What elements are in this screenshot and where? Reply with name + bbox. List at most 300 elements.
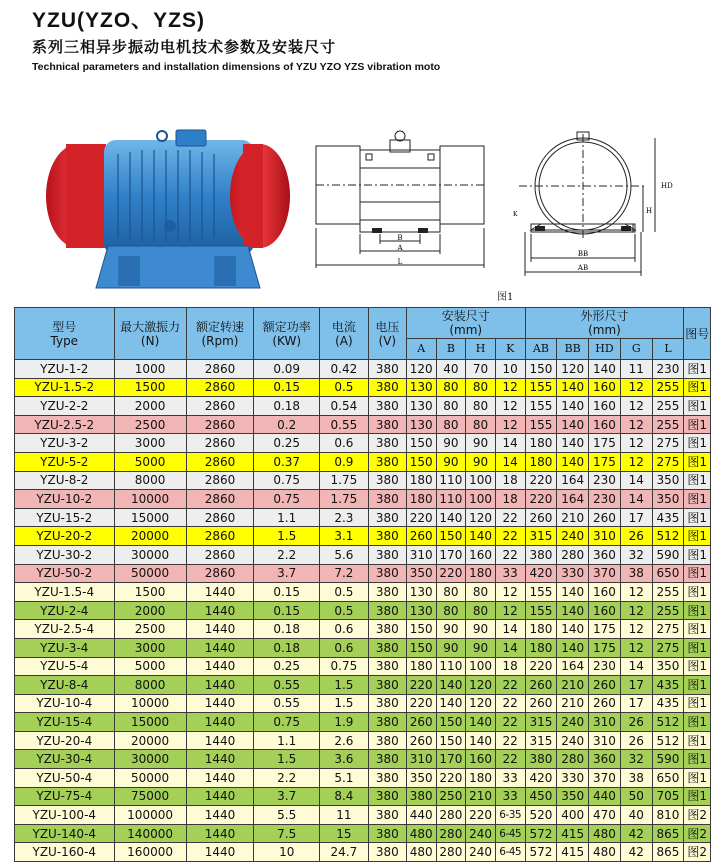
table-cell: 2.6 — [320, 731, 369, 750]
table-cell: 380 — [368, 657, 406, 676]
table-cell: 32 — [620, 545, 652, 564]
side-view-drawing — [300, 128, 500, 288]
table-cell: 120 — [466, 694, 496, 713]
dim-l-label: L — [397, 258, 403, 266]
table-cell: 260 — [525, 676, 557, 695]
table-cell: 230 — [589, 657, 621, 676]
table-cell: 3.7 — [254, 564, 320, 583]
table-cell: 350 — [652, 490, 684, 509]
table-cell: 180 — [406, 490, 436, 509]
dim-g-label: G — [623, 226, 628, 233]
table-cell: 440 — [589, 787, 621, 806]
table-cell: 315 — [525, 731, 557, 750]
table-cell: 12 — [620, 415, 652, 434]
table-cell: 164 — [557, 471, 589, 490]
table-cell: 12 — [620, 601, 652, 620]
table-cell: 2860 — [186, 434, 254, 453]
table-cell: 38 — [620, 564, 652, 583]
table-cell: 图1 — [684, 490, 711, 509]
table-cell: 11 — [320, 806, 369, 825]
table-row — [15, 601, 711, 620]
table-cell: YZU-5-2 — [15, 452, 115, 471]
table-cell: 280 — [557, 545, 589, 564]
table-cell: 0.15 — [254, 583, 320, 602]
table-cell: 210 — [466, 787, 496, 806]
table-cell: 15 — [320, 824, 369, 843]
table-cell: 370 — [589, 564, 621, 583]
col-outline-dims: 外形尺寸 (mm) — [525, 308, 684, 339]
table-row — [15, 657, 711, 676]
table-cell: 90 — [466, 452, 496, 471]
table-row — [15, 583, 711, 602]
table-cell: 275 — [652, 452, 684, 471]
table-cell: YZU-160-4 — [15, 843, 115, 862]
table-cell: 705 — [652, 787, 684, 806]
table-cell: 140 — [557, 397, 589, 416]
table-cell: 22 — [495, 694, 525, 713]
table-cell: 380 — [406, 787, 436, 806]
table-cell: 150 — [525, 360, 557, 379]
table-cell: 12 — [620, 397, 652, 416]
table-cell: 415 — [557, 824, 589, 843]
table-cell: 0.18 — [254, 620, 320, 639]
table-cell: 80 — [436, 397, 466, 416]
table-cell: 380 — [368, 638, 406, 657]
table-cell: 12 — [495, 601, 525, 620]
table-cell: 470 — [589, 806, 621, 825]
table-cell: 1440 — [186, 824, 254, 843]
table-cell: 255 — [652, 415, 684, 434]
table-cell: 380 — [368, 750, 406, 769]
table-cell: 280 — [557, 750, 589, 769]
table-cell: 240 — [466, 824, 496, 843]
table-cell: 435 — [652, 508, 684, 527]
sub-header: K — [495, 339, 525, 360]
table-cell: 310 — [406, 750, 436, 769]
terminal-box — [176, 130, 206, 146]
table-cell: 220 — [436, 564, 466, 583]
table-cell: 380 — [368, 527, 406, 546]
table-cell: YZU-5-4 — [15, 657, 115, 676]
table-cell: 180 — [406, 471, 436, 490]
table-cell: 0.75 — [254, 713, 320, 732]
table-cell: 10000 — [114, 490, 186, 509]
table-cell: 5.5 — [254, 806, 320, 825]
table-cell: 160 — [589, 415, 621, 434]
table-cell: 20000 — [114, 731, 186, 750]
table-cell: 22 — [495, 731, 525, 750]
table-header — [15, 308, 711, 360]
table-cell: 75000 — [114, 787, 186, 806]
table-cell: 155 — [525, 378, 557, 397]
table-cell: 30000 — [114, 750, 186, 769]
table-cell: 0.25 — [254, 434, 320, 453]
table-cell: 图1 — [684, 620, 711, 639]
table-cell: 1440 — [186, 731, 254, 750]
table-cell: 2860 — [186, 564, 254, 583]
table-cell: 140 — [436, 694, 466, 713]
table-cell: 260 — [406, 713, 436, 732]
table-cell: 210 — [557, 676, 589, 695]
table-cell: 250 — [436, 787, 466, 806]
table-cell: 170 — [436, 750, 466, 769]
table-cell: 90 — [436, 620, 466, 639]
table-cell: 380 — [368, 490, 406, 509]
table-cell: YZU-20-2 — [15, 527, 115, 546]
table-cell: 0.55 — [254, 694, 320, 713]
table-cell: 180 — [525, 452, 557, 471]
table-cell: YZU-10-2 — [15, 490, 115, 509]
table-cell: 140 — [466, 731, 496, 750]
table-cell: 90 — [466, 620, 496, 639]
table-cell: 380 — [368, 694, 406, 713]
table-cell: 1.5 — [254, 527, 320, 546]
table-cell: 1500 — [114, 378, 186, 397]
table-cell: 255 — [652, 601, 684, 620]
table-cell: 260 — [406, 527, 436, 546]
table-cell: YZU-15-2 — [15, 508, 115, 527]
table-cell: 155 — [525, 397, 557, 416]
table-cell: 图2 — [684, 843, 711, 862]
table-cell: 380 — [368, 434, 406, 453]
table-cell: 1440 — [186, 750, 254, 769]
table-cell: 90 — [436, 452, 466, 471]
table-cell: 140000 — [114, 824, 186, 843]
col-voltage: 电压 (V) — [368, 308, 406, 360]
table-cell: 230 — [589, 471, 621, 490]
table-cell: 140 — [557, 415, 589, 434]
table-cell: 2860 — [186, 415, 254, 434]
table-cell: 380 — [368, 471, 406, 490]
table-cell: 280 — [436, 824, 466, 843]
table-cell: 150 — [406, 452, 436, 471]
table-cell: 175 — [589, 620, 621, 639]
table-cell: 0.25 — [254, 657, 320, 676]
table-cell: 310 — [589, 731, 621, 750]
motor-photo — [38, 128, 290, 290]
table-cell: 380 — [368, 583, 406, 602]
col-install-dims: 安装尺寸 (mm) — [406, 308, 525, 339]
table-cell: 40 — [620, 806, 652, 825]
table-cell: YZU-3-2 — [15, 434, 115, 453]
table-cell: 275 — [652, 620, 684, 639]
table-cell: 450 — [525, 787, 557, 806]
table-cell: 1440 — [186, 638, 254, 657]
table-row — [15, 731, 711, 750]
table-cell: 240 — [466, 843, 496, 862]
table-cell: 150 — [436, 527, 466, 546]
table-cell: 3.6 — [320, 750, 369, 769]
table-cell: 80 — [436, 583, 466, 602]
col-speed: 额定转速 (Rpm) — [186, 308, 254, 360]
table-cell: 2860 — [186, 545, 254, 564]
table-cell: 图1 — [684, 527, 711, 546]
table-cell: YZU-140-4 — [15, 824, 115, 843]
table-cell: 0.6 — [320, 434, 369, 453]
table-cell: 5.1 — [320, 769, 369, 788]
table-cell: 图1 — [684, 378, 711, 397]
table-cell: 240 — [557, 731, 589, 750]
table-cell: 2860 — [186, 397, 254, 416]
table-cell: 220 — [406, 676, 436, 695]
table-cell: 150 — [436, 713, 466, 732]
table-cell: 图1 — [684, 713, 711, 732]
table-row — [15, 378, 711, 397]
table-cell: 90 — [436, 434, 466, 453]
table-cell: 图1 — [684, 601, 711, 620]
table-cell: 33 — [495, 769, 525, 788]
table-cell: YZU-2.5-4 — [15, 620, 115, 639]
table-cell: 350 — [652, 471, 684, 490]
table-cell: 14 — [495, 434, 525, 453]
table-cell: 310 — [406, 545, 436, 564]
table-cell: 170 — [436, 545, 466, 564]
table-cell: 2860 — [186, 452, 254, 471]
front-view-drawing — [505, 128, 705, 288]
table-cell: 380 — [368, 415, 406, 434]
table-cell: 380 — [368, 713, 406, 732]
table-cell: 100 — [466, 490, 496, 509]
table-cell: 180 — [525, 434, 557, 453]
table-cell: 1.1 — [254, 731, 320, 750]
table-cell: 2860 — [186, 471, 254, 490]
table-cell: YZU-1.5-4 — [15, 583, 115, 602]
table-cell: 130 — [406, 415, 436, 434]
table-row — [15, 787, 711, 806]
table-cell: 10 — [254, 843, 320, 862]
table-cell: 2.2 — [254, 545, 320, 564]
table-cell: 0.75 — [254, 471, 320, 490]
sub-header: B — [436, 339, 466, 360]
dim-b-label: B — [397, 234, 403, 242]
table-cell: 100 — [466, 657, 496, 676]
table-cell: 380 — [525, 750, 557, 769]
table-cell: 155 — [525, 415, 557, 434]
table-cell: 140 — [557, 638, 589, 657]
table-cell: 22 — [495, 713, 525, 732]
table-cell: 图1 — [684, 787, 711, 806]
table-cell: 130 — [406, 397, 436, 416]
table-cell: 14 — [495, 638, 525, 657]
table-cell: 42 — [620, 843, 652, 862]
lifting-ring-icon — [157, 131, 167, 141]
table-row — [15, 676, 711, 695]
table-cell: 70 — [466, 360, 496, 379]
table-cell: 33 — [495, 787, 525, 806]
table-cell: 350 — [406, 564, 436, 583]
col-current: 电流 (A) — [320, 308, 369, 360]
table-cell: 图1 — [684, 415, 711, 434]
table-cell: 3000 — [114, 434, 186, 453]
table-cell: 11 — [620, 360, 652, 379]
table-cell: 130 — [406, 378, 436, 397]
table-row — [15, 360, 711, 379]
table-cell: 380 — [368, 731, 406, 750]
table-cell: 255 — [652, 378, 684, 397]
table-cell: 380 — [368, 676, 406, 695]
table-cell: 120 — [466, 508, 496, 527]
table-cell: 130 — [406, 601, 436, 620]
table-cell: 图1 — [684, 657, 711, 676]
table-cell: 260 — [525, 508, 557, 527]
table-cell: 164 — [557, 657, 589, 676]
dim-hd-label: HD — [661, 182, 673, 190]
table-cell: 90 — [466, 638, 496, 657]
table-cell: 12 — [620, 638, 652, 657]
table-cell: 1440 — [186, 713, 254, 732]
table-cell: 435 — [652, 676, 684, 695]
table-cell: 42 — [620, 824, 652, 843]
table-cell: 380 — [368, 824, 406, 843]
table-cell: 2860 — [186, 378, 254, 397]
table-cell: 14 — [620, 490, 652, 509]
table-cell: 1.5 — [254, 750, 320, 769]
table-cell: YZU-1.5-2 — [15, 378, 115, 397]
table-cell: 140 — [466, 713, 496, 732]
table-cell: 175 — [589, 638, 621, 657]
table-cell: 30000 — [114, 545, 186, 564]
table-cell: 380 — [368, 769, 406, 788]
table-row — [15, 527, 711, 546]
table-cell: 12 — [620, 378, 652, 397]
table-cell: 1.9 — [320, 713, 369, 732]
table-cell: 330 — [557, 564, 589, 583]
table-cell: 8000 — [114, 676, 186, 695]
table-cell: 590 — [652, 750, 684, 769]
table-cell: YZU-2-4 — [15, 601, 115, 620]
sub-header: G — [620, 339, 652, 360]
table-cell: 180 — [525, 638, 557, 657]
table-row — [15, 397, 711, 416]
table-cell: 360 — [589, 750, 621, 769]
table-cell: 512 — [652, 527, 684, 546]
table-cell: 380 — [368, 843, 406, 862]
table-cell: 38 — [620, 769, 652, 788]
table-cell: 1440 — [186, 657, 254, 676]
table-cell: 26 — [620, 527, 652, 546]
table-cell: 1.75 — [320, 490, 369, 509]
table-cell: 140 — [557, 452, 589, 471]
table-cell: 0.37 — [254, 452, 320, 471]
table-cell: 5.6 — [320, 545, 369, 564]
table-cell: 14 — [495, 620, 525, 639]
table-cell: 图1 — [684, 750, 711, 769]
table-cell: 2000 — [114, 601, 186, 620]
table-cell: 12 — [495, 397, 525, 416]
sub-header: HD — [589, 339, 621, 360]
table-cell: 5000 — [114, 452, 186, 471]
table-cell: 650 — [652, 769, 684, 788]
table-cell: 0.42 — [320, 360, 369, 379]
table-cell: 90 — [466, 434, 496, 453]
table-cell: 380 — [368, 620, 406, 639]
table-cell: 图1 — [684, 360, 711, 379]
table-cell: 160 — [466, 545, 496, 564]
sub-header: L — [652, 339, 684, 360]
table-cell: 160 — [589, 378, 621, 397]
subtitle-english: Technical parameters and installation dimensions of YZU YZO YZS vibration moto — [32, 61, 441, 73]
table-cell: 350 — [652, 657, 684, 676]
table-cell: 1440 — [186, 601, 254, 620]
table-cell: 图1 — [684, 694, 711, 713]
dim-bb-label: BB — [577, 250, 589, 258]
table-cell: 12 — [495, 415, 525, 434]
table-cell: 图1 — [684, 583, 711, 602]
table-cell: YZU-50-4 — [15, 769, 115, 788]
table-cell: 160000 — [114, 843, 186, 862]
table-cell: YZU-3-4 — [15, 638, 115, 657]
table-cell: 0.6 — [320, 638, 369, 657]
col-figure: 图号 — [684, 308, 711, 360]
table-cell: 12 — [620, 583, 652, 602]
table-cell: 435 — [652, 694, 684, 713]
table-cell: 140 — [557, 434, 589, 453]
table-row — [15, 434, 711, 453]
table-cell: 512 — [652, 731, 684, 750]
table-cell: 180 — [466, 564, 496, 583]
table-cell: 1440 — [186, 676, 254, 695]
table-cell: 572 — [525, 824, 557, 843]
table-cell: 80 — [466, 415, 496, 434]
table-cell: 22 — [495, 545, 525, 564]
table-row — [15, 824, 711, 843]
table-cell: 140 — [557, 378, 589, 397]
table-cell: 260 — [525, 694, 557, 713]
table-cell: YZU-2.5-2 — [15, 415, 115, 434]
table-cell: 1440 — [186, 787, 254, 806]
table-cell: 17 — [620, 676, 652, 695]
table-cell: YZU-8-4 — [15, 676, 115, 695]
table-cell: 160 — [466, 750, 496, 769]
table-cell: 12 — [495, 583, 525, 602]
table-cell: 10 — [495, 360, 525, 379]
table-cell: 240 — [557, 527, 589, 546]
table-cell: 175 — [589, 434, 621, 453]
table-cell: 17 — [620, 694, 652, 713]
table-cell: 6-45 — [495, 824, 525, 843]
table-cell: 330 — [557, 769, 589, 788]
table-cell: 50000 — [114, 769, 186, 788]
table-row — [15, 694, 711, 713]
table-cell: 220 — [406, 508, 436, 527]
table-cell: 110 — [436, 490, 466, 509]
table-cell: 3.1 — [320, 527, 369, 546]
table-cell: 18 — [495, 657, 525, 676]
table-cell: 360 — [589, 545, 621, 564]
table-cell: 24.7 — [320, 843, 369, 862]
table-cell: 20000 — [114, 527, 186, 546]
table-cell: 2860 — [186, 508, 254, 527]
table-cell: 420 — [525, 564, 557, 583]
table-cell: 26 — [620, 713, 652, 732]
table-cell: 图1 — [684, 434, 711, 453]
table-cell: 0.6 — [320, 620, 369, 639]
table-cell: 380 — [368, 397, 406, 416]
table-cell: 图1 — [684, 508, 711, 527]
table-cell: 图2 — [684, 824, 711, 843]
table-cell: 0.5 — [320, 378, 369, 397]
table-cell: 3000 — [114, 638, 186, 657]
table-cell: 380 — [368, 601, 406, 620]
table-row — [15, 713, 711, 732]
table-cell: 18 — [495, 471, 525, 490]
table-cell: 0.2 — [254, 415, 320, 434]
table-cell: 350 — [557, 787, 589, 806]
table-cell: 440 — [406, 806, 436, 825]
table-cell: 0.15 — [254, 601, 320, 620]
table-cell: 0.54 — [320, 397, 369, 416]
table-cell: 150 — [406, 434, 436, 453]
